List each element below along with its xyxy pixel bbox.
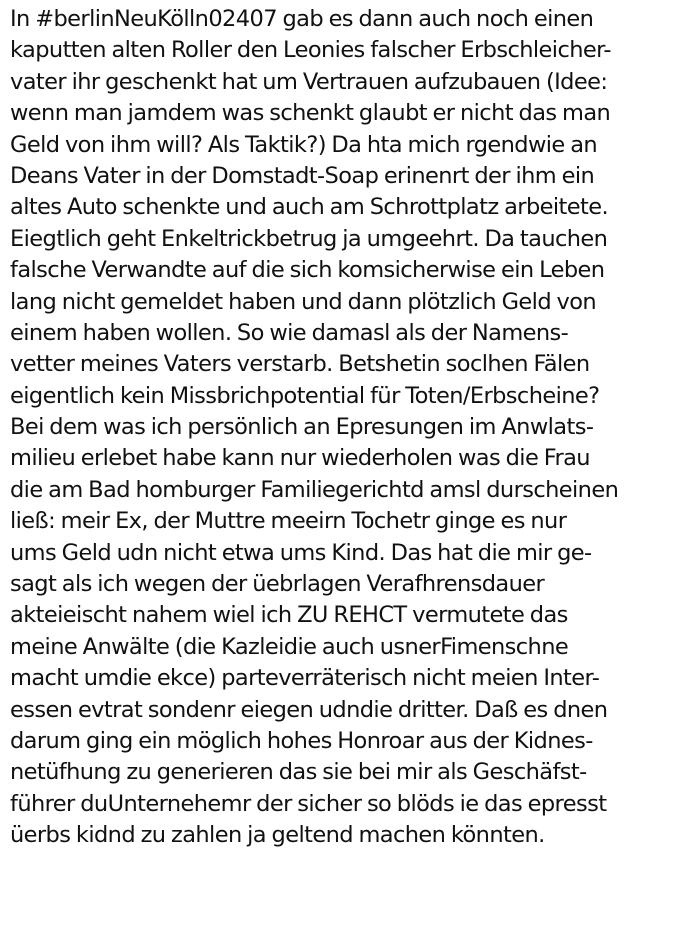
text-line-9: falsche Verwandte auf die sich komsicherwise ein Leben	[10, 257, 605, 284]
text-line-18: ums Geld udn nicht etwa ums Kind. Das hat die mir ge-	[10, 539, 592, 566]
text-line-16: die am Bad homburger Familiegerichtd amsl durscheinen	[10, 476, 619, 503]
text-line-12: vetter meines Vaters verstarb. Betshetin soclhen Fälen	[10, 351, 590, 378]
text-line-24: darum ging ein möglich hohes Honroar aus der Kidnes-	[10, 727, 593, 754]
text-line-14: Bei dem was ich persönlich an Epresungen im Anwlats-	[10, 414, 594, 441]
text-line-21: meine Anwälte (die Kazleidie auch usnerFimenschne	[10, 633, 569, 660]
text-line-22: macht umdie ekce) parteverräterisch nicht meien Inter-	[10, 665, 600, 692]
text-line-23: essen evtrat sondenr eiegen udndie dritter. Daß es dnen	[10, 696, 608, 723]
text-line-20: akteieischt nahem wiel ich ZU REHCT vermutete das	[10, 602, 568, 629]
text-line-6: Deans Vater in der Domstadt-Soap erinenrt der ihm ein	[10, 162, 595, 189]
text-line-5: Geld von ihm will? Als Taktik?) Da hta mich rgendwie an	[10, 131, 598, 158]
text-line-7: altes Auto schenkte und auch am Schrottplatz arbeitete.	[10, 194, 608, 221]
text-line-10: lang nicht gemeldet haben und dann plötzlich Geld von	[10, 288, 597, 315]
text-line-4: wenn man jamdem was schenkt glaubt er nicht das man	[10, 100, 611, 127]
text-line-3: vater ihr geschenkt hat um Vertrauen aufzubauen (Idee:	[10, 68, 608, 95]
body-text	[10, 4, 680, 852]
text-line-2: kaputten alten Roller den Leonies falscher Erbschleicher-	[10, 37, 611, 64]
text-line-11: einem haben wollen. So wie damasl als der Namens-	[10, 319, 569, 346]
text-line-1: In #berlinNeuKölln02407 gab es dann auch noch einen	[10, 6, 594, 32]
text-line-17: ließ: meir Ex, der Muttre meeirn Tochetr ginge es nur	[10, 508, 567, 535]
text-line-13: eigentlich kein Missbrichpotential für Toten/Erbscheine?	[10, 382, 600, 409]
text-line-19: sagt als ich wegen der üebrlagen Verafhrensdauer	[10, 571, 545, 598]
text-line-27: üerbs kidnd zu zahlen ja geltend machen könnten.	[10, 822, 545, 849]
text-line-25: netüfhung zu generieren das sie bei mir als Geschäfst-	[10, 759, 587, 786]
text-line-26: führer duUnternehemr der sicher so blöds ie das epresst	[10, 790, 607, 817]
text-line-8: Eiegtlich geht Enkeltrickbetrug ja umgeehrt. Da tauchen	[10, 225, 608, 252]
text-line-15: milieu erlebet habe kann nur wiederholen was die Frau	[10, 445, 590, 472]
